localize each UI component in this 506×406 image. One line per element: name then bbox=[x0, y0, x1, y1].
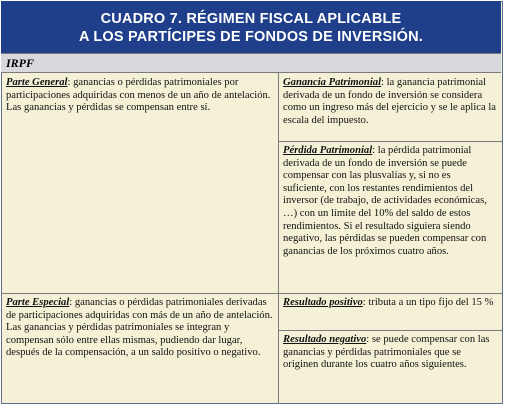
term-parte-general: Parte General bbox=[6, 77, 68, 88]
title-line-1: CUADRO 7. RÉGIMEN FISCAL APLICABLE bbox=[100, 11, 402, 27]
section-header-irpf: IRPF bbox=[1, 53, 501, 73]
cell-parte-general bbox=[2, 74, 277, 292]
title-line-2: A LOS PARTÍCIPES DE FONDOS DE INVERSIÓN. bbox=[79, 29, 423, 45]
cell-resultado-positivo bbox=[279, 294, 501, 329]
cell-parte-especial bbox=[2, 294, 277, 403]
desc-ganancia-patrimonial: : la ganancia patrimonial derivada de un fondo de inversión se considera como un ingreso más del ejercicio y se le aplica la escala del impuesto. bbox=[283, 77, 496, 126]
desc-parte-especial: : ganancias o pérdidas patrimoniales derivadas de participaciones adquiridas con más de un año de antelación. Las ganancias y pérdidas patrimoniales se integran y compensan sólo entre ellas mismas, pudiendo dar lugar, después de la compensación, a un saldo positivo o negativo. bbox=[6, 297, 273, 359]
desc-resultado-positivo: : tributa a un tipo fijo del 15 % bbox=[362, 297, 494, 308]
term-parte-especial: Parte Especial bbox=[6, 297, 70, 308]
cell-ganancia-patrimonial bbox=[279, 74, 501, 140]
cell-perdida-patrimonial bbox=[279, 142, 501, 292]
desc-resultado-negativo: : se puede compensar con las ganancias y pérdidas patrimoniales que se originen durante los cuatro años siguientes. bbox=[283, 334, 490, 371]
term-ganancia-patrimonial: Ganancia Patrimonial bbox=[283, 77, 382, 88]
cell-resultado-negativo bbox=[279, 331, 501, 403]
desc-parte-general: : ganancias o pérdidas patrimoniales por participaciones adquiridas con menos de un año de antelación. Las ganancias y pérdidas se compensan entre sí. bbox=[6, 77, 271, 114]
term-resultado-negativo: Resultado negativo bbox=[283, 334, 367, 345]
term-perdida-patrimonial: Pérdida Patrimonial bbox=[283, 145, 373, 156]
desc-perdida-patrimonial: : la pérdida patrimonial derivada de un fondo de inversión se puede compensar con las plusvalías y, si no es suficiente, con los restantes rendimientos del inversor (de trabajo, de actividades económicas, …) con un límite del 10% del saldo de estos rendimientos. Si el resultado siguiera siendo negativo, las pérdidas se pueden compensar con ganancias de los próximos cuatro años. bbox=[283, 145, 487, 257]
table-title bbox=[1, 1, 501, 53]
term-resultado-positivo: Resultado positivo bbox=[283, 297, 363, 308]
